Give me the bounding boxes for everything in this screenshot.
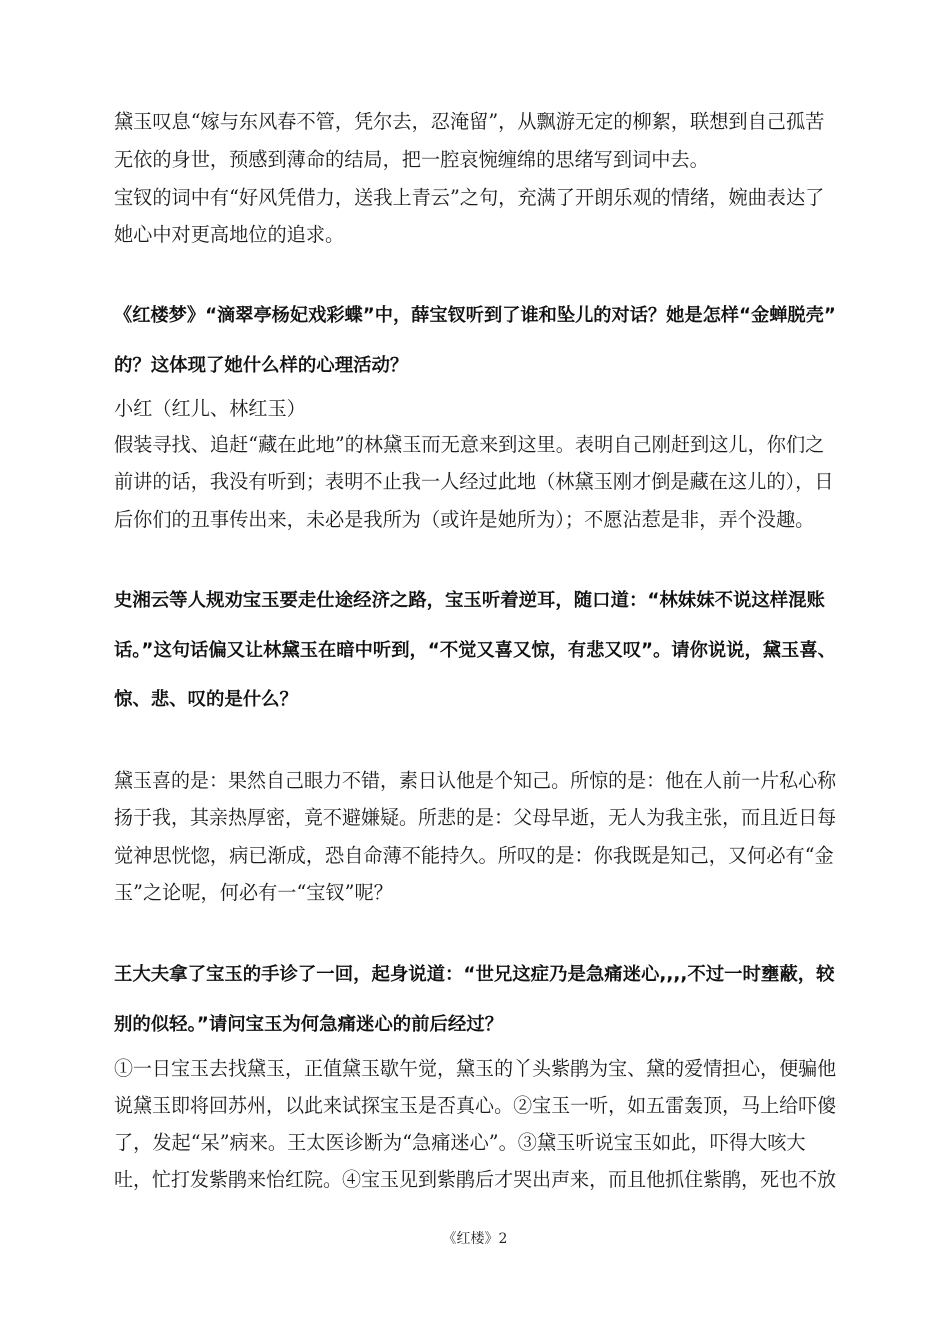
answer-line: 觉神思恍惚，病已渐成，恐自命薄不能持久。所叹的是：你我既是知己，又何必有“金 [114, 844, 834, 867]
question-line: 王大夫拿了宝玉的手诊了一回，起身说道：“世兄这症乃是急痛迷心,,,,不过一时壅蔽，较 [114, 964, 835, 985]
answer-line: ①一日宝玉去找黛玉，正值黛玉歇午觉，黛玉的丫头紫鹃为宝、黛的爱情担心，便骗他 [114, 1057, 837, 1080]
answer-line: 黛玉喜的是：果然自己眼力不错，素日认他是个知己。所惊的是：他在人前一片私心称 [114, 769, 837, 792]
answer-line: 黛玉叹息“嫁与东风春不管，凭尔去，忍淹留”，从飘游无定的柳絮，联想到自己孤苦 [114, 110, 825, 133]
answer-line: 宝钗的词中有“好风凭借力，送我上青云”之句，充满了开朗乐观的情绪，婉曲表达了 [114, 186, 825, 209]
answer-line: 吐，忙打发紫鹃来怡红院。④宝玉见到紫鹃后才哭出声来，而且他抓住紫鹃，死也不放 [114, 1168, 837, 1191]
question-line: 话。”这句话偏又让林黛玉在暗中听到，“不觉又喜又惊，有悲又叹”。请你说说，黛玉喜、 [114, 640, 836, 661]
answer-line: 无依的身世，预感到薄命的结局，把一腔哀惋缠绵的思绪写到词中去。 [114, 148, 709, 171]
question-line: 别的似轻。”请问宝玉为何急痛迷心的前后经过？ [114, 1014, 504, 1035]
answer-line: 后你们的丑事传出来，未必是我所为（或许是她所为）；不愿沾惹是非，弄个没趣。 [114, 508, 815, 531]
answer-line: 了，发起“呆”病来。王太医诊断为“急痛迷心”。③黛玉听说宝玉如此，吓得大咳大 [114, 1131, 806, 1154]
page-footer: 《红楼》2 [442, 1231, 508, 1247]
answer-line: 前讲的话，我没有听到；表明不止我一人经过此地（林黛玉刚才倒是藏在这儿的），日 [114, 470, 834, 493]
question-line: 惊、悲、叹的是什么？ [114, 689, 298, 710]
answer-line: 说黛玉即将回苏州，以此来试探宝玉是否真心。②宝玉一听，如五雷轰顶，马上给吓傻 [114, 1094, 837, 1117]
answer-line: 扬于我，其亲热厚密，竟不避嫌疑。所悲的是：父母早逝，无人为我主张，而且近日每 [114, 806, 837, 829]
answer-line: 玉”之论呢，何必有一“宝钗”呢？ [114, 881, 393, 904]
answer-line: 小红（红儿、林红玉） [114, 397, 306, 420]
question-line: 《红楼梦》“滴翠亭杨妃戏彩蝶”中，薛宝钗听到了谁和坠儿的对话？她是怎样“金蝉脱壳” [114, 305, 836, 326]
answer-line: 假装寻找、追赶“藏在此地”的林黛玉而无意来到这里。表明自己刚赶到这儿，你们之 [114, 433, 825, 456]
question-line: 的？这体现了她什么样的心理活动？ [114, 355, 409, 376]
answer-line: 她心中对更高地位的追求。 [114, 223, 345, 246]
question-line: 史湘云等人规劝宝玉要走仕途经济之路，宝玉听着逆耳，随口道：“林妹妹不说这样混账 [114, 590, 825, 611]
